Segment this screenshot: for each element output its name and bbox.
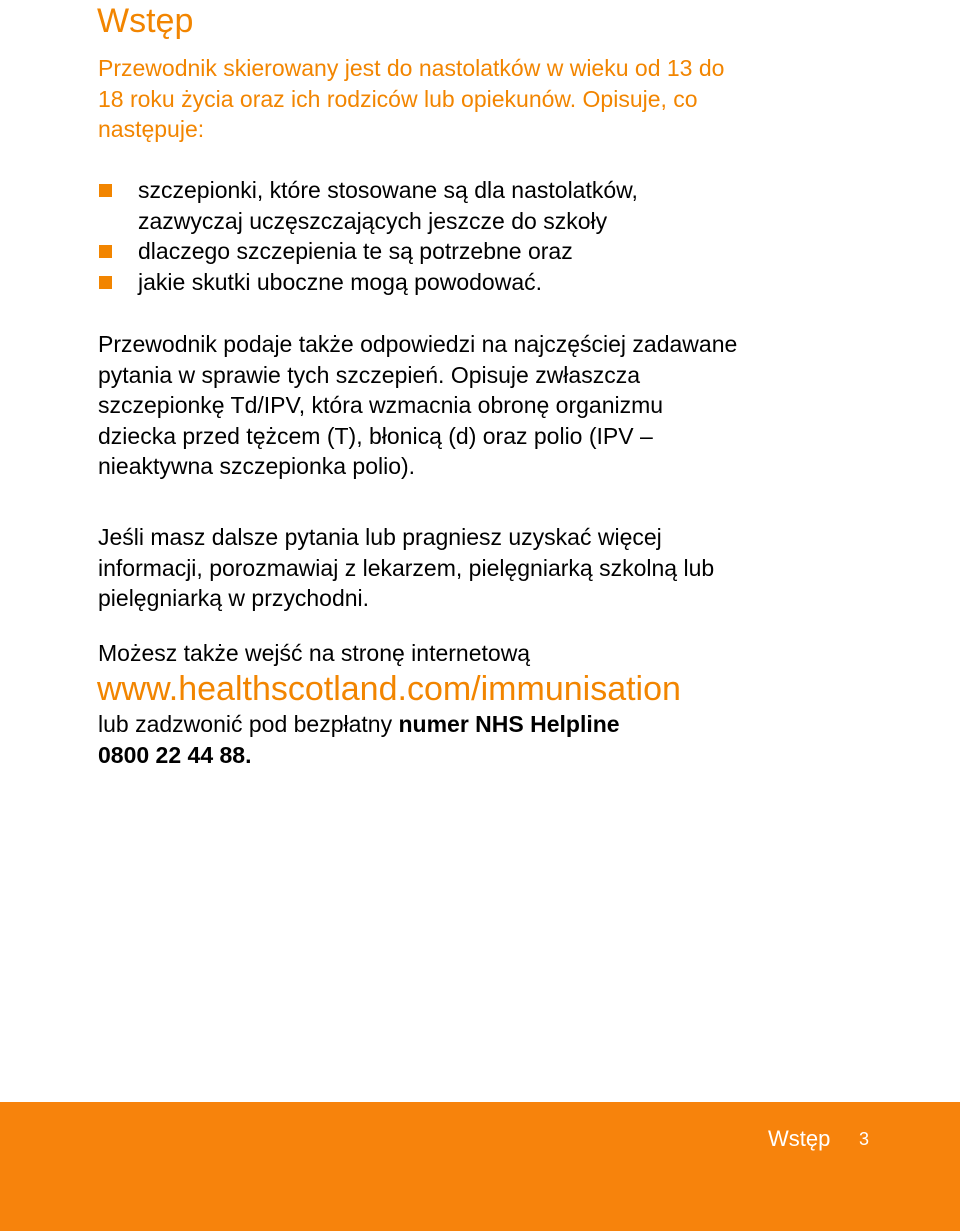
intro-line-2: 18 roku życia oraz ich rodziców lub opiekunów. Opisuje, co [98, 85, 698, 112]
list-item [98, 267, 858, 298]
square-bullet-icon [99, 184, 112, 197]
helpline-phone: 0800 22 44 88. [98, 741, 252, 768]
intro-paragraph [98, 53, 858, 145]
contact-line-3: pielęgniarką w przychodni. [98, 585, 370, 611]
bullet-1-line-1: szczepionki, które stosowane są dla nastolatków, [138, 177, 638, 203]
helpline-prefix: lub zadzwonić pod bezpłatny [98, 711, 399, 737]
intro-line-3: następuje: [98, 116, 205, 142]
faq-line-4: dziecka przed tężcem (T), błonicą (d) oraz polio (IPV – [98, 422, 653, 449]
page-title: Wstęp [97, 2, 194, 40]
list-item [98, 175, 858, 236]
footer-band [0, 1102, 960, 1231]
website-link[interactable]: www.healthscotland.com/immunisation [97, 670, 681, 708]
footer-page-number: 3 [859, 1129, 870, 1149]
website-intro-text: Możesz także wejść na stronę internetową [98, 640, 531, 666]
bullet-3-text: jakie skutki uboczne mogą powodować. [138, 268, 543, 295]
square-bullet-icon [99, 245, 112, 258]
faq-line-5: nieaktywna szczepionka polio). [98, 453, 416, 479]
helpline-paragraph [98, 709, 858, 770]
faq-line-1: Przewodnik podaje także odpowiedzi na najczęściej zadawane [98, 331, 738, 357]
bullet-2-text: dlaczego szczepienia te są potrzebne oraz [138, 238, 573, 264]
intro-line-1: Przewodnik skierowany jest do nastolatków w wieku od 13 do [98, 55, 725, 81]
contact-paragraph [98, 522, 858, 614]
helpline-label: numer NHS Helpline [398, 711, 620, 737]
faq-line-2: pytania w sprawie tych szczepień. Opisuje zwłaszcza [98, 361, 641, 388]
contact-line-2: informacji, porozmawiaj z lekarzem, pielęgniarką szkolną lub [98, 554, 715, 581]
square-bullet-icon [99, 276, 112, 289]
list-item [98, 236, 858, 267]
bullet-1-line-2: zazwyczaj uczęszczających jeszcze do szkoły [138, 207, 608, 234]
contact-line-1: Jeśli masz dalsze pytania lub pragniesz uzyskać więcej [98, 524, 662, 550]
bullet-list [98, 175, 858, 297]
footer-section-title: Wstęp [768, 1126, 831, 1151]
faq-paragraph [98, 329, 858, 482]
faq-line-3: szczepionkę Td/IPV, która wzmacnia obronę organizmu [98, 392, 664, 418]
